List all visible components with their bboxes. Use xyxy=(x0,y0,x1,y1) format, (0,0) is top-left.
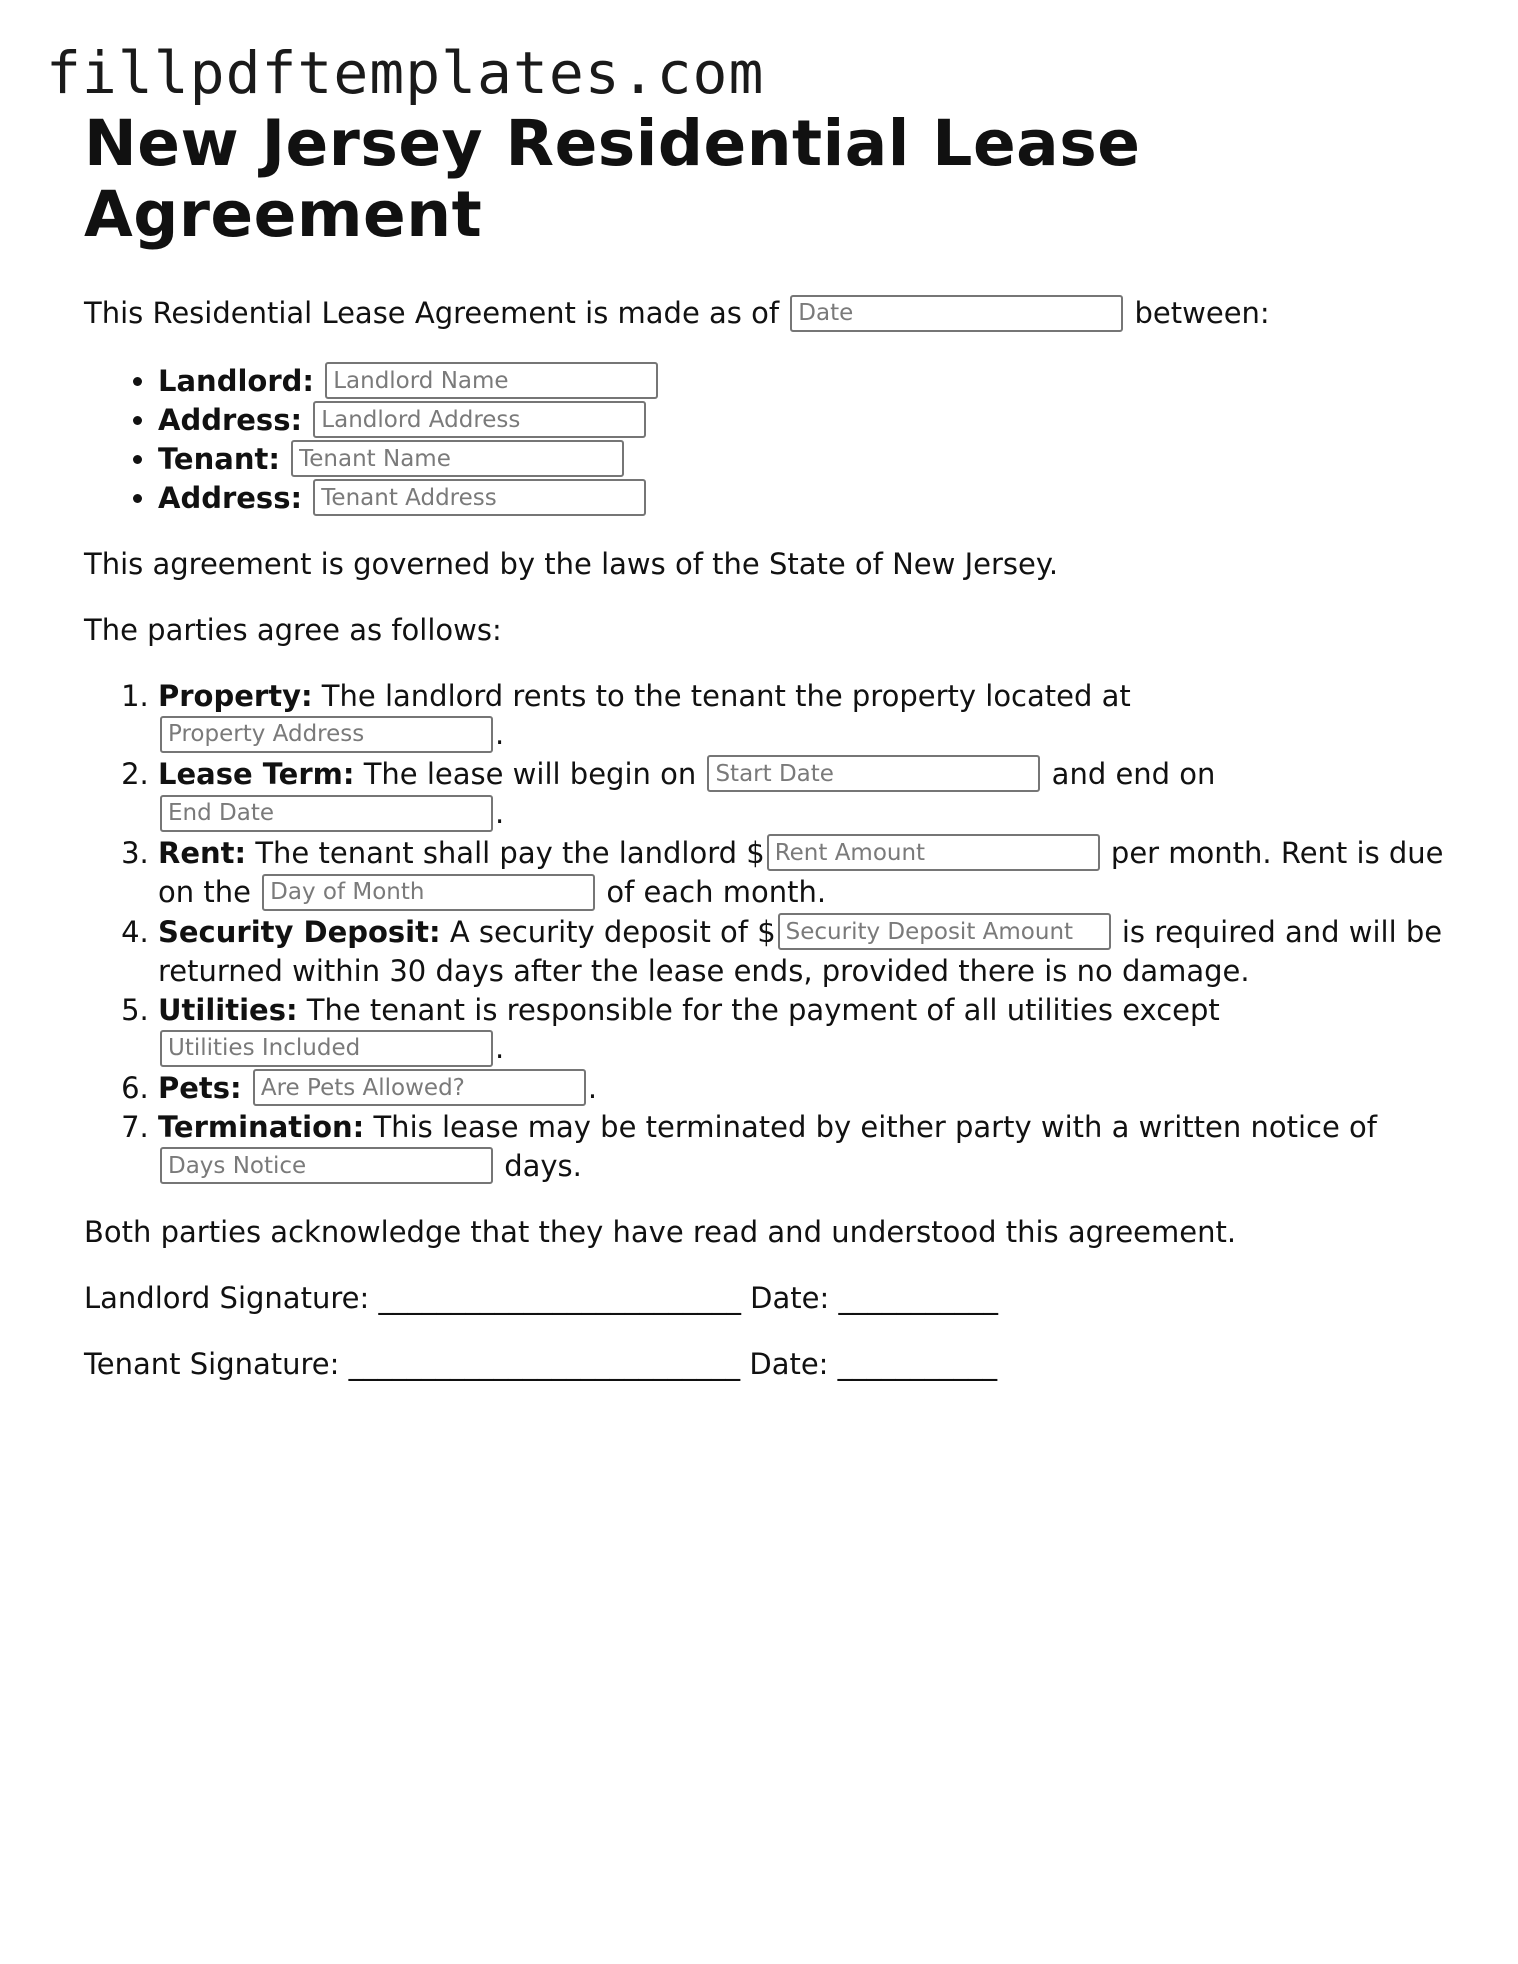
term-text: The landlord rents to the tenant the property located at xyxy=(321,678,1131,713)
term-pets xyxy=(158,1069,1464,1109)
party-label: Landlord: xyxy=(158,363,314,398)
agree-intro: The parties agree as follows: xyxy=(84,612,502,647)
agreement-date-input[interactable] xyxy=(790,295,1123,332)
end-date-input[interactable] xyxy=(160,795,493,832)
tenant-address-input[interactable] xyxy=(313,479,646,516)
site-watermark: fillpdftemplates.com xyxy=(46,39,765,107)
term-text: The tenant is responsible for the payment of all utilities except xyxy=(306,992,1220,1027)
tenant-name-input[interactable] xyxy=(291,440,624,477)
term-end: . xyxy=(495,717,505,751)
parties-list xyxy=(84,362,1464,518)
term-text: A security deposit of $ xyxy=(449,914,776,949)
term-text: and end on xyxy=(1051,756,1216,791)
term-text: The tenant shall pay the landlord $ xyxy=(255,835,765,870)
intro-prefix: This Residential Lease Agreement is made as of xyxy=(84,296,780,330)
property-address-input[interactable] xyxy=(160,716,493,753)
party-label: Tenant: xyxy=(158,441,280,476)
term-label: Termination: xyxy=(158,1110,365,1144)
term-end: . xyxy=(495,1031,505,1065)
party-tenant-address xyxy=(158,479,1464,518)
utilities-included-input[interactable] xyxy=(160,1030,493,1067)
term-utilities xyxy=(158,991,1464,1069)
party-landlord-name xyxy=(158,362,1464,401)
party-label: Address: xyxy=(158,480,303,515)
document-title: New Jersey Residential Lease Agreement xyxy=(84,107,1141,251)
tenant-signature-line: Tenant Signature: ___________________________ Date: ___________ xyxy=(84,1347,998,1381)
terms-list xyxy=(84,677,1464,1187)
term-label: Property: xyxy=(158,678,313,713)
term-security-deposit xyxy=(158,913,1464,991)
term-text: of each month. xyxy=(606,875,827,909)
term-label: Rent: xyxy=(158,835,247,870)
rent-amount-input[interactable] xyxy=(767,834,1100,871)
term-text: per month. Rent is due on the xyxy=(158,835,1444,909)
days-notice-input[interactable] xyxy=(160,1147,493,1184)
pets-allowed-input[interactable] xyxy=(253,1069,586,1106)
landlord-name-input[interactable] xyxy=(325,362,658,399)
term-property xyxy=(158,677,1464,755)
rent-day-input[interactable] xyxy=(262,874,595,911)
start-date-input[interactable] xyxy=(707,755,1040,792)
term-end: days. xyxy=(504,1148,582,1183)
term-end: . xyxy=(495,796,505,830)
landlord-signature-line: Landlord Signature: _________________________ Date: ___________ xyxy=(84,1281,998,1315)
party-tenant-name xyxy=(158,440,1464,479)
intro-suffix: between: xyxy=(1134,296,1270,330)
term-label: Lease Term: xyxy=(158,756,355,791)
acknowledgement: Both parties acknowledge that they have read and understood this agreement. xyxy=(84,1215,1237,1249)
term-text: is required and will be returned within 30 days after the lease ends, provided there is no damage. xyxy=(158,914,1443,988)
term-rent xyxy=(158,834,1464,913)
party-label: Address: xyxy=(158,402,303,437)
term-termination xyxy=(158,1108,1464,1186)
governing-law: This agreement is governed by the laws of the State of New Jersey. xyxy=(84,546,1059,581)
term-lease-term xyxy=(158,755,1464,834)
security-deposit-input[interactable] xyxy=(778,913,1111,950)
intro-paragraph xyxy=(84,294,1464,334)
landlord-address-input[interactable] xyxy=(313,401,646,438)
term-label: Utilities: xyxy=(158,992,298,1027)
term-label: Security Deposit: xyxy=(158,914,441,949)
lease-document xyxy=(84,108,1464,1384)
term-label: Pets: xyxy=(158,1070,242,1105)
party-landlord-address xyxy=(158,401,1464,440)
term-text: The lease will begin on xyxy=(363,756,697,791)
term-text: This lease may be terminated by either party with a written notice of xyxy=(373,1110,1377,1144)
term-end: . xyxy=(587,1070,598,1105)
